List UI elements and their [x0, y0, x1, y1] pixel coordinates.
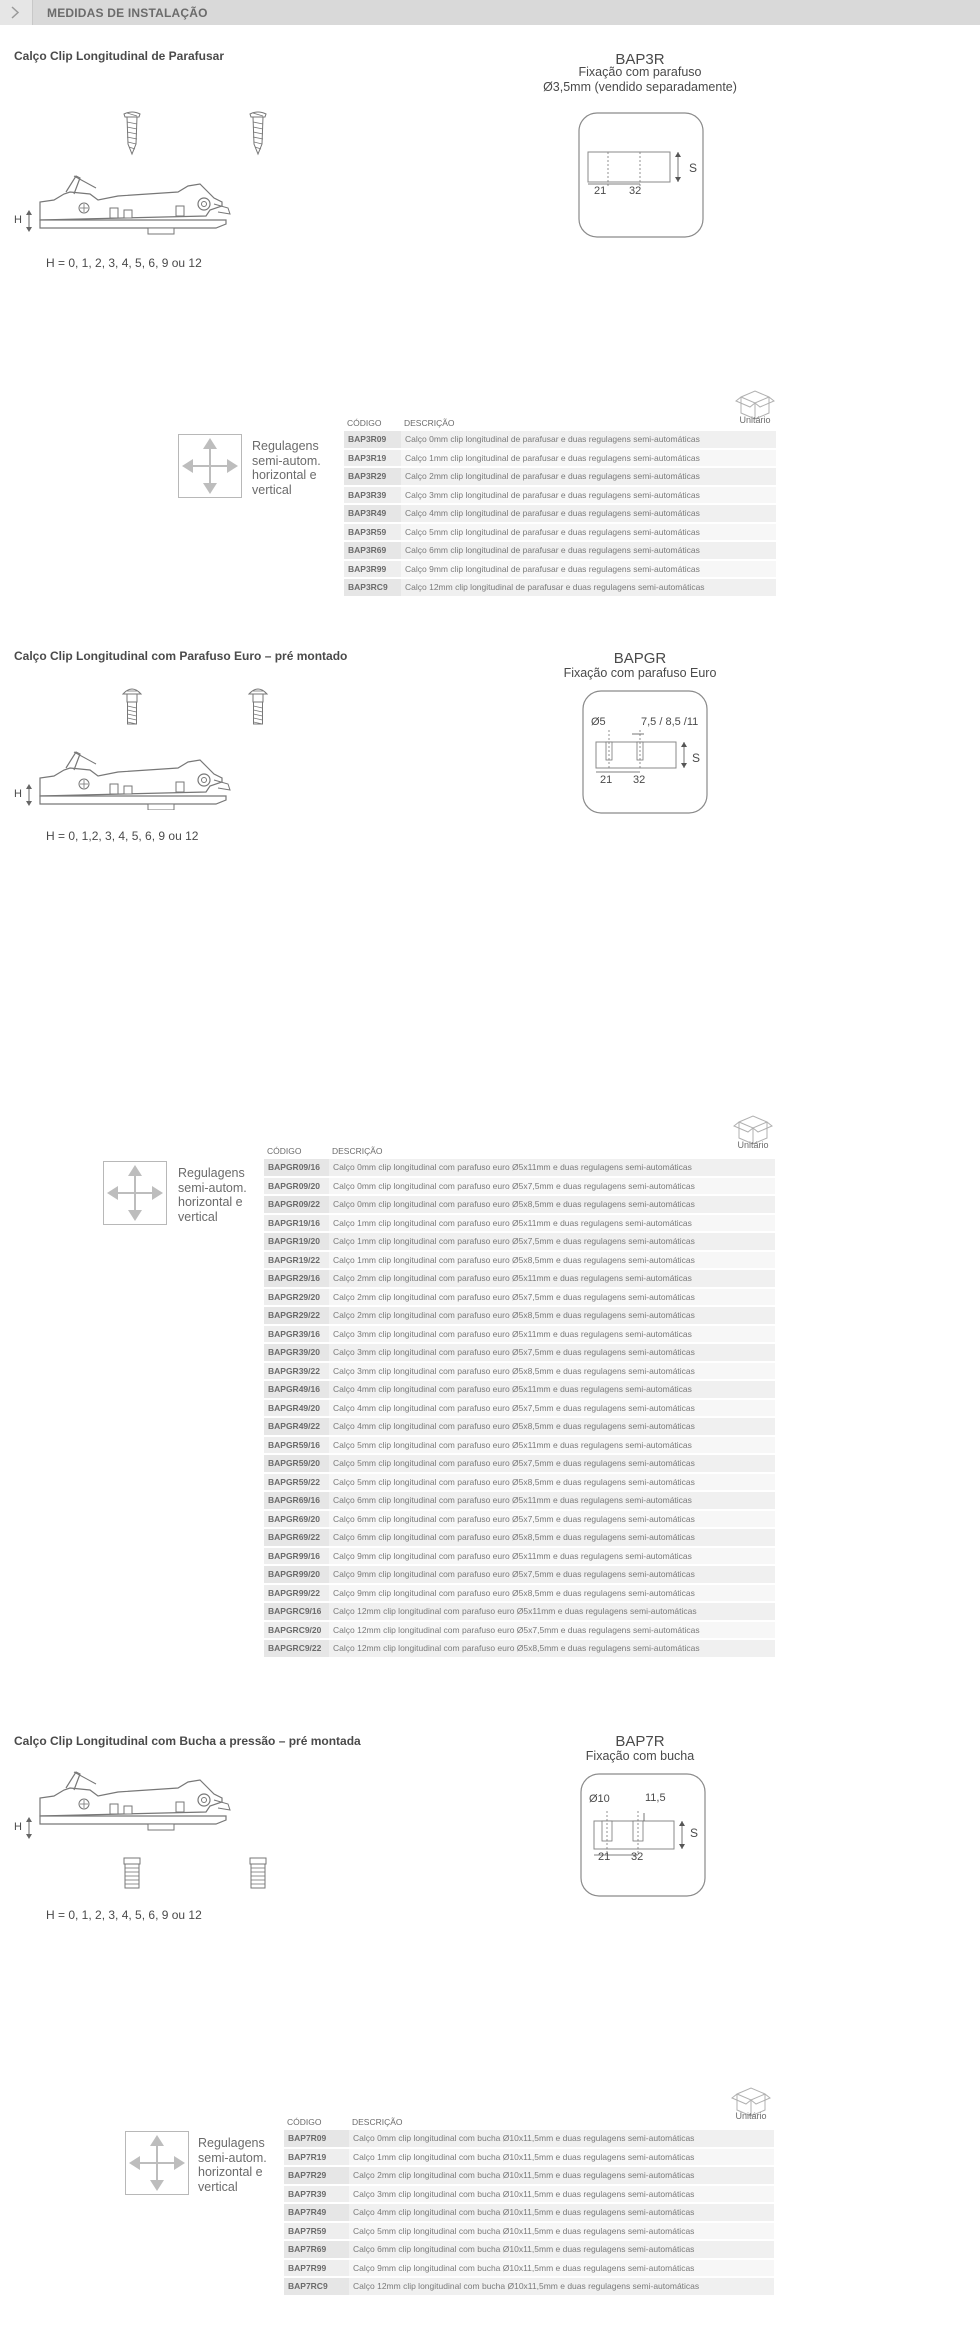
h-arrow-icon — [26, 210, 32, 232]
dim-hole: Ø10 — [589, 1793, 610, 1805]
h-dimension-label: H — [14, 788, 22, 800]
product-description: Calço 5mm clip longitudinal com bucha Ø10x11,5mm e duas regulagens semi-automáticas — [349, 2223, 774, 2240]
table-row — [264, 1529, 775, 1546]
product-code: BAP7R39 — [284, 2186, 349, 2203]
regulation-arrows-icon — [103, 1161, 167, 1225]
table-row — [264, 1492, 775, 1509]
product-code: BAP3R39 — [344, 487, 401, 504]
product-code: BAPGR99/22 — [264, 1585, 329, 1602]
table-row — [264, 1289, 775, 1306]
dim-hole: Ø5 — [591, 716, 606, 728]
product-code: BAP3R99 — [344, 561, 401, 578]
product-description: Calço 1mm clip longitudinal com parafuso euro Ø5x8,5mm e duas regulagens semi-automáticas — [329, 1252, 775, 1269]
table-row — [264, 1344, 775, 1361]
product-description: Calço 5mm clip longitudinal com parafuso euro Ø5x7,5mm e duas regulagens semi-automáticas — [329, 1455, 775, 1472]
fixing-diagram — [580, 1773, 706, 1897]
h-dimension-label: H — [14, 1821, 22, 1833]
product-code: BAP3R29 — [344, 468, 401, 485]
product-code: BAPGR19/20 — [264, 1233, 329, 1250]
dim-depth: 7,5 / 8,5 /11 — [641, 716, 699, 728]
product-description: Calço 0mm clip longitudinal com parafuso euro Ø5x11mm e duas regulagens semi-automáticas — [329, 1159, 775, 1176]
product-code: BAPGR39/20 — [264, 1344, 329, 1361]
product-description: Calço 4mm clip longitudinal com parafuso euro Ø5x8,5mm e duas regulagens semi-automáticas — [329, 1418, 775, 1435]
column-header-description: DESCRIÇÃO — [332, 1146, 383, 1156]
column-header-code: CÓDIGO — [287, 2117, 322, 2127]
chevron-right-icon — [10, 6, 20, 19]
product-code: BAP7R29 — [284, 2167, 349, 2184]
product-description: Calço 0mm clip longitudinal com parafuso euro Ø5x7,5mm e duas regulagens semi-automáticas — [329, 1178, 775, 1195]
product-code: BAPGR29/20 — [264, 1289, 329, 1306]
table-row — [284, 2260, 774, 2277]
table-row — [284, 2130, 774, 2147]
column-header-description: DESCRIÇÃO — [404, 418, 455, 428]
product-description: Calço 4mm clip longitudinal com parafuso euro Ø5x11mm e duas regulagens semi-automáticas — [329, 1381, 775, 1398]
table-row — [284, 2278, 774, 2295]
product-code: BAP3RC9 — [344, 579, 401, 596]
product-code: BAP3R09 — [344, 431, 401, 448]
product-code: BAPGR69/20 — [264, 1511, 329, 1528]
product-code: BAPGR99/16 — [264, 1548, 329, 1565]
product-code: BAP3R19 — [344, 450, 401, 467]
product-description: Calço 2mm clip longitudinal com parafuso euro Ø5x8,5mm e duas regulagens semi-automáticas — [329, 1307, 775, 1324]
product-code: BAPGR49/16 — [264, 1381, 329, 1398]
column-header-code: CÓDIGO — [347, 418, 382, 428]
product-description: Calço 12mm clip longitudinal com parafuso euro Ø5x7,5mm e duas regulagens semi-automáticas — [329, 1622, 775, 1639]
product-code: BAPGR19/16 — [264, 1215, 329, 1232]
dim-21: 21 — [598, 1851, 611, 1863]
product-description: Calço 1mm clip longitudinal de parafusar e duas regulagens semi-automáticas — [401, 450, 776, 467]
section-title: Calço Clip Longitudinal com Parafuso Euro – pré montado — [14, 649, 348, 663]
product-code: BAPGR49/20 — [264, 1400, 329, 1417]
fixing-description: Fixação com bucha — [585, 1749, 695, 1763]
product-code: BAP7R99 — [284, 2260, 349, 2277]
dim-s: S — [689, 161, 698, 175]
table-row — [264, 1178, 775, 1195]
product-code: BAP7R59 — [284, 2223, 349, 2240]
table-row — [344, 431, 776, 448]
table-row — [264, 1603, 775, 1620]
product-code: BAP3R59 — [344, 524, 401, 541]
table-row — [264, 1215, 775, 1232]
product-description: Calço 12mm clip longitudinal com parafuso euro Ø5x11mm e duas regulagens semi-automáticas — [329, 1603, 775, 1620]
product-code: BAPGR59/22 — [264, 1474, 329, 1491]
product-description: Calço 5mm clip longitudinal de parafusar e duas regulagens semi-automáticas — [401, 524, 776, 541]
product-description: Calço 12mm clip longitudinal de parafusar e duas regulagens semi-automáticas — [401, 579, 776, 596]
table-row — [264, 1381, 775, 1398]
table-row — [264, 1159, 775, 1176]
product-code: BAPGRC9/22 — [264, 1640, 329, 1657]
product-code: BAPGR59/20 — [264, 1455, 329, 1472]
product-code: BAPGRC9/20 — [264, 1622, 329, 1639]
unit-label: Unitário — [739, 415, 771, 425]
regulation-arrows-icon — [125, 2131, 189, 2195]
unit-label: Unitário — [735, 2111, 767, 2121]
product-description: Calço 0mm clip longitudinal de parafusar e duas regulagens semi-automáticas — [401, 431, 776, 448]
fixing-diagram — [578, 112, 704, 238]
product-description: Calço 1mm clip longitudinal com bucha Ø10x11,5mm e duas regulagens semi-automáticas — [349, 2149, 774, 2166]
section-title: Calço Clip Longitudinal de Parafusar — [14, 49, 225, 63]
table-row — [344, 524, 776, 541]
product-description: Calço 4mm clip longitudinal com parafuso euro Ø5x7,5mm e duas regulagens semi-automáticas — [329, 1400, 775, 1417]
table-row — [344, 579, 776, 596]
fixing-description: Fixação com parafuso Ø3,5mm (vendido separadamente) — [543, 65, 737, 94]
dim-32: 32 — [629, 185, 642, 197]
table-row — [284, 2149, 774, 2166]
expand-toggle[interactable] — [0, 0, 33, 25]
product-code: BAPGR09/16 — [264, 1159, 329, 1176]
table-row — [344, 450, 776, 467]
table-row — [264, 1270, 775, 1287]
fixing-code: BAP7R — [615, 1733, 665, 1750]
table-row — [264, 1511, 775, 1528]
product-code: BAPGR29/22 — [264, 1307, 329, 1324]
regulation-text: Regulagens semi-autom. horizontal e vertical — [252, 439, 321, 497]
table-row — [264, 1252, 775, 1269]
unit-label: Unitário — [737, 1140, 769, 1150]
section-title: Calço Clip Longitudinal com Bucha a pressão – pré montada — [14, 1734, 361, 1748]
product-description: Calço 2mm clip longitudinal com bucha Ø10x11,5mm e duas regulagens semi-automáticas — [349, 2167, 774, 2184]
product-code: BAPGR69/16 — [264, 1492, 329, 1509]
product-description: Calço 4mm clip longitudinal com bucha Ø10x11,5mm e duas regulagens semi-automáticas — [349, 2204, 774, 2221]
product-code: BAP7R09 — [284, 2130, 349, 2147]
product-description: Calço 3mm clip longitudinal com parafuso euro Ø5x11mm e duas regulagens semi-automáticas — [329, 1326, 775, 1343]
product-code: BAPGR29/16 — [264, 1270, 329, 1287]
h-range-text: H = 0, 1, 2, 3, 4, 5, 6, 9 ou 12 — [46, 1908, 202, 1922]
column-header-description: DESCRIÇÃO — [352, 2117, 403, 2127]
table-row — [284, 2167, 774, 2184]
product-code: BAPGR39/22 — [264, 1363, 329, 1380]
product-description: Calço 6mm clip longitudinal com parafuso euro Ø5x8,5mm e duas regulagens semi-automáticas — [329, 1529, 775, 1546]
h-range-text: H = 0, 1, 2, 3, 4, 5, 6, 9 ou 12 — [46, 256, 202, 270]
fixing-code: BAP3R — [615, 51, 665, 68]
table-row — [264, 1307, 775, 1324]
fixing-diagram — [582, 690, 708, 814]
table-row — [284, 2241, 774, 2258]
product-description: Calço 2mm clip longitudinal com parafuso euro Ø5x7,5mm e duas regulagens semi-automáticas — [329, 1289, 775, 1306]
product-code: BAPGRC9/16 — [264, 1603, 329, 1620]
section-header-title: MEDIDAS DE INSTALAÇÃO — [47, 6, 208, 20]
product-code: BAPGR09/20 — [264, 1178, 329, 1195]
product-code: BAP7RC9 — [284, 2278, 349, 2295]
product-code: BAP7R69 — [284, 2241, 349, 2258]
table-row — [344, 487, 776, 504]
product-code: BAPGR19/22 — [264, 1252, 329, 1269]
product-description: Calço 5mm clip longitudinal com parafuso euro Ø5x11mm e duas regulagens semi-automáticas — [329, 1437, 775, 1454]
product-description: Calço 9mm clip longitudinal com parafuso euro Ø5x11mm e duas regulagens semi-automáticas — [329, 1548, 775, 1565]
table-row — [264, 1233, 775, 1250]
fixing-description: Fixação com parafuso Euro — [563, 666, 717, 680]
table-row — [264, 1455, 775, 1472]
table-row — [284, 2223, 774, 2240]
regulation-text: Regulagens semi-autom. horizontal e vertical — [198, 2136, 267, 2194]
table-row — [264, 1566, 775, 1583]
clip-hinge-drawing — [30, 108, 330, 238]
table-row — [264, 1622, 775, 1639]
table-row — [264, 1548, 775, 1565]
table-row — [344, 468, 776, 485]
dim-21: 21 — [594, 185, 607, 197]
regulation-text: Regulagens semi-autom. horizontal e vertical — [178, 1166, 247, 1224]
h-arrow-icon — [26, 1817, 32, 1839]
product-code: BAPGR39/16 — [264, 1326, 329, 1343]
product-code: BAPGR49/22 — [264, 1418, 329, 1435]
table-row — [344, 561, 776, 578]
product-description: Calço 0mm clip longitudinal com bucha Ø10x11,5mm e duas regulagens semi-automáticas — [349, 2130, 774, 2147]
table-row — [264, 1474, 775, 1491]
product-code: BAPGR59/16 — [264, 1437, 329, 1454]
product-description: Calço 6mm clip longitudinal com parafuso euro Ø5x11mm e duas regulagens semi-automáticas — [329, 1492, 775, 1509]
product-description: Calço 2mm clip longitudinal de parafusar e duas regulagens semi-automáticas — [401, 468, 776, 485]
dim-21: 21 — [600, 774, 613, 786]
product-description: Calço 12mm clip longitudinal com bucha Ø10x11,5mm e duas regulagens semi-automáticas — [349, 2278, 774, 2295]
product-description: Calço 3mm clip longitudinal com parafuso euro Ø5x8,5mm e duas regulagens semi-automáticas — [329, 1363, 775, 1380]
product-description: Calço 9mm clip longitudinal de parafusar e duas regulagens semi-automáticas — [401, 561, 776, 578]
table-row — [264, 1196, 775, 1213]
product-description: Calço 3mm clip longitudinal com parafuso euro Ø5x7,5mm e duas regulagens semi-automáticas — [329, 1344, 775, 1361]
fixing-code: BAPGR — [613, 650, 667, 667]
product-description: Calço 9mm clip longitudinal com bucha Ø10x11,5mm e duas regulagens semi-automáticas — [349, 2260, 774, 2277]
dim-s: S — [692, 751, 701, 765]
table-row — [264, 1437, 775, 1454]
table-row — [264, 1418, 775, 1435]
product-description: Calço 6mm clip longitudinal com bucha Ø10x11,5mm e duas regulagens semi-automáticas — [349, 2241, 774, 2258]
product-description: Calço 3mm clip longitudinal com bucha Ø10x11,5mm e duas regulagens semi-automáticas — [349, 2186, 774, 2203]
product-code: BAPGR99/20 — [264, 1566, 329, 1583]
product-table — [284, 2115, 774, 2297]
dim-s: S — [690, 1826, 699, 1840]
column-header-code: CÓDIGO — [267, 1146, 302, 1156]
product-description: Calço 6mm clip longitudinal com parafuso euro Ø5x7,5mm e duas regulagens semi-automáticas — [329, 1511, 775, 1528]
table-row — [344, 542, 776, 559]
dim-32: 32 — [631, 1851, 644, 1863]
product-code: BAPGR09/22 — [264, 1196, 329, 1213]
regulation-arrows-icon — [178, 434, 242, 498]
product-table — [264, 1144, 775, 1659]
product-description: Calço 3mm clip longitudinal de parafusar e duas regulagens semi-automáticas — [401, 487, 776, 504]
table-row — [264, 1585, 775, 1602]
table-row — [264, 1640, 775, 1657]
h-dimension-label: H — [14, 214, 22, 226]
product-description: Calço 0mm clip longitudinal com parafuso euro Ø5x8,5mm e duas regulagens semi-automáticas — [329, 1196, 775, 1213]
h-arrow-icon — [26, 784, 32, 806]
table-row — [264, 1326, 775, 1343]
product-code: BAPGR69/22 — [264, 1529, 329, 1546]
product-code: BAP3R49 — [344, 505, 401, 522]
clip-hinge-drawing — [30, 1760, 330, 1900]
table-row — [344, 505, 776, 522]
h-range-text: H = 0, 1,2, 3, 4, 5, 6, 9 ou 12 — [46, 829, 199, 843]
product-code: BAP7R49 — [284, 2204, 349, 2221]
product-code: BAP7R19 — [284, 2149, 349, 2166]
table-row — [284, 2186, 774, 2203]
product-description: Calço 1mm clip longitudinal com parafuso euro Ø5x11mm e duas regulagens semi-automáticas — [329, 1215, 775, 1232]
table-row — [264, 1400, 775, 1417]
product-description: Calço 2mm clip longitudinal com parafuso euro Ø5x11mm e duas regulagens semi-automáticas — [329, 1270, 775, 1287]
product-description: Calço 12mm clip longitudinal com parafuso euro Ø5x8,5mm e duas regulagens semi-automáticas — [329, 1640, 775, 1657]
product-description: Calço 4mm clip longitudinal de parafusar e duas regulagens semi-automáticas — [401, 505, 776, 522]
dim-depth: 11,5 — [645, 1792, 666, 1804]
product-table — [344, 416, 776, 598]
clip-hinge-drawing — [30, 680, 330, 810]
product-description: Calço 9mm clip longitudinal com parafuso euro Ø5x7,5mm e duas regulagens semi-automáticas — [329, 1566, 775, 1583]
product-description: Calço 5mm clip longitudinal com parafuso euro Ø5x8,5mm e duas regulagens semi-automáticas — [329, 1474, 775, 1491]
dim-32: 32 — [633, 774, 646, 786]
product-description: Calço 1mm clip longitudinal com parafuso euro Ø5x7,5mm e duas regulagens semi-automáticas — [329, 1233, 775, 1250]
product-description: Calço 6mm clip longitudinal de parafusar e duas regulagens semi-automáticas — [401, 542, 776, 559]
product-code: BAP3R69 — [344, 542, 401, 559]
table-row — [264, 1363, 775, 1380]
product-description: Calço 9mm clip longitudinal com parafuso euro Ø5x8,5mm e duas regulagens semi-automáticas — [329, 1585, 775, 1602]
section-header-bar — [0, 0, 980, 25]
table-row — [284, 2204, 774, 2221]
